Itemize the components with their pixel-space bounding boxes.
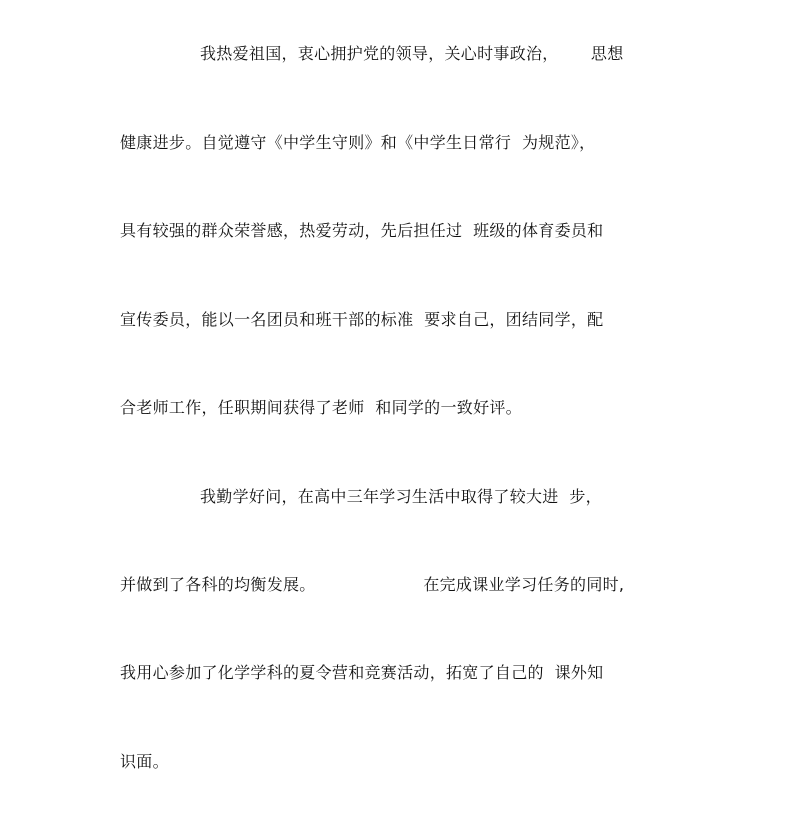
- paragraph-1-line-4: 宣传委员，能以一名团员和班干部的标准 要求自己，团结同学，配: [120, 310, 604, 329]
- paragraph-2-line-3: 我用心参加了化学学科的夏令营和竞赛活动，拓宽了自己的 课外知: [120, 663, 604, 682]
- paragraph-2-line-2: 并做到了各科的均衡发展。 在完成课业学习任务的同时,: [120, 575, 625, 594]
- paragraph-2-line-4: 识面。: [120, 752, 169, 771]
- paragraph-1-line-2: 健康进步。自觉遵守《中学生守则》和《中学生日常行 为规范》，: [120, 133, 596, 152]
- paragraph-1-line-1: 我热爱祖国，衷心拥护党的领导，关心时事政治， 思想: [200, 44, 624, 63]
- paragraph-2-line-1: 我勤学好问，在高中三年学习生活中取得了较大进 步，: [200, 487, 602, 506]
- paragraph-1-line-5: 合老师工作，任职期间获得了老师 和同学的一致好评。: [120, 398, 522, 417]
- paragraph-1-line-3: 具有较强的群众荣誉感，热爱劳动，先后担任过 班级的体育委员和: [120, 221, 604, 240]
